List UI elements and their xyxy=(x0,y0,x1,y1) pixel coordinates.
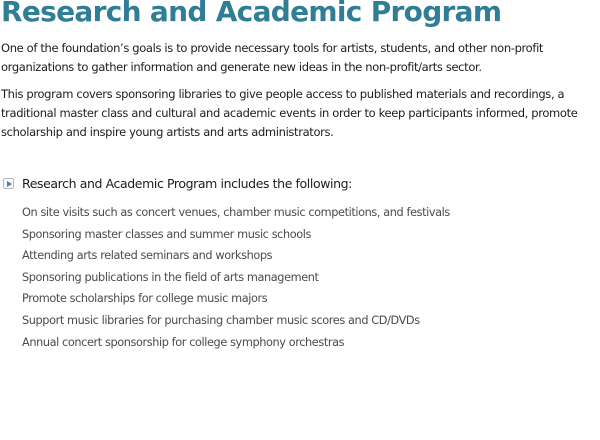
list-item: Support music libraries for purchasing chamber music scores and CD/DVDs xyxy=(22,313,420,327)
program-description-paragraph: This program covers sponsoring libraries to give people access to published materials and recordings, a traditional master class and cultural and academic events in order to keep participants informed, promote scholarship and inspire young artists and arts administrators. xyxy=(1,87,578,139)
list-item: Attending arts related seminars and workshops xyxy=(22,249,273,263)
program-items-list xyxy=(22,202,450,353)
page-title: Research and Academic Program xyxy=(1,0,502,28)
list-item: Annual concert sponsorship for college symphony orchestras xyxy=(22,335,345,349)
list-item: Sponsoring master classes and summer music schools xyxy=(22,227,311,241)
section-heading: Research and Academic Program includes the following: xyxy=(22,176,352,191)
list-item: Promote scholarships for college music majors xyxy=(22,292,268,306)
section-header xyxy=(3,176,352,191)
arrow-right-icon xyxy=(3,178,14,189)
list-item: Sponsoring publications in the field of arts management xyxy=(22,270,319,284)
intro-paragraph: One of the foundation’s goals is to provide necessary tools for artists, students, and other non-profit organizations to gather information and generate new ideas in the non-profit/arts sector. xyxy=(1,41,544,74)
list-item: On site visits such as concert venues, chamber music competitions, and festivals xyxy=(22,206,450,219)
